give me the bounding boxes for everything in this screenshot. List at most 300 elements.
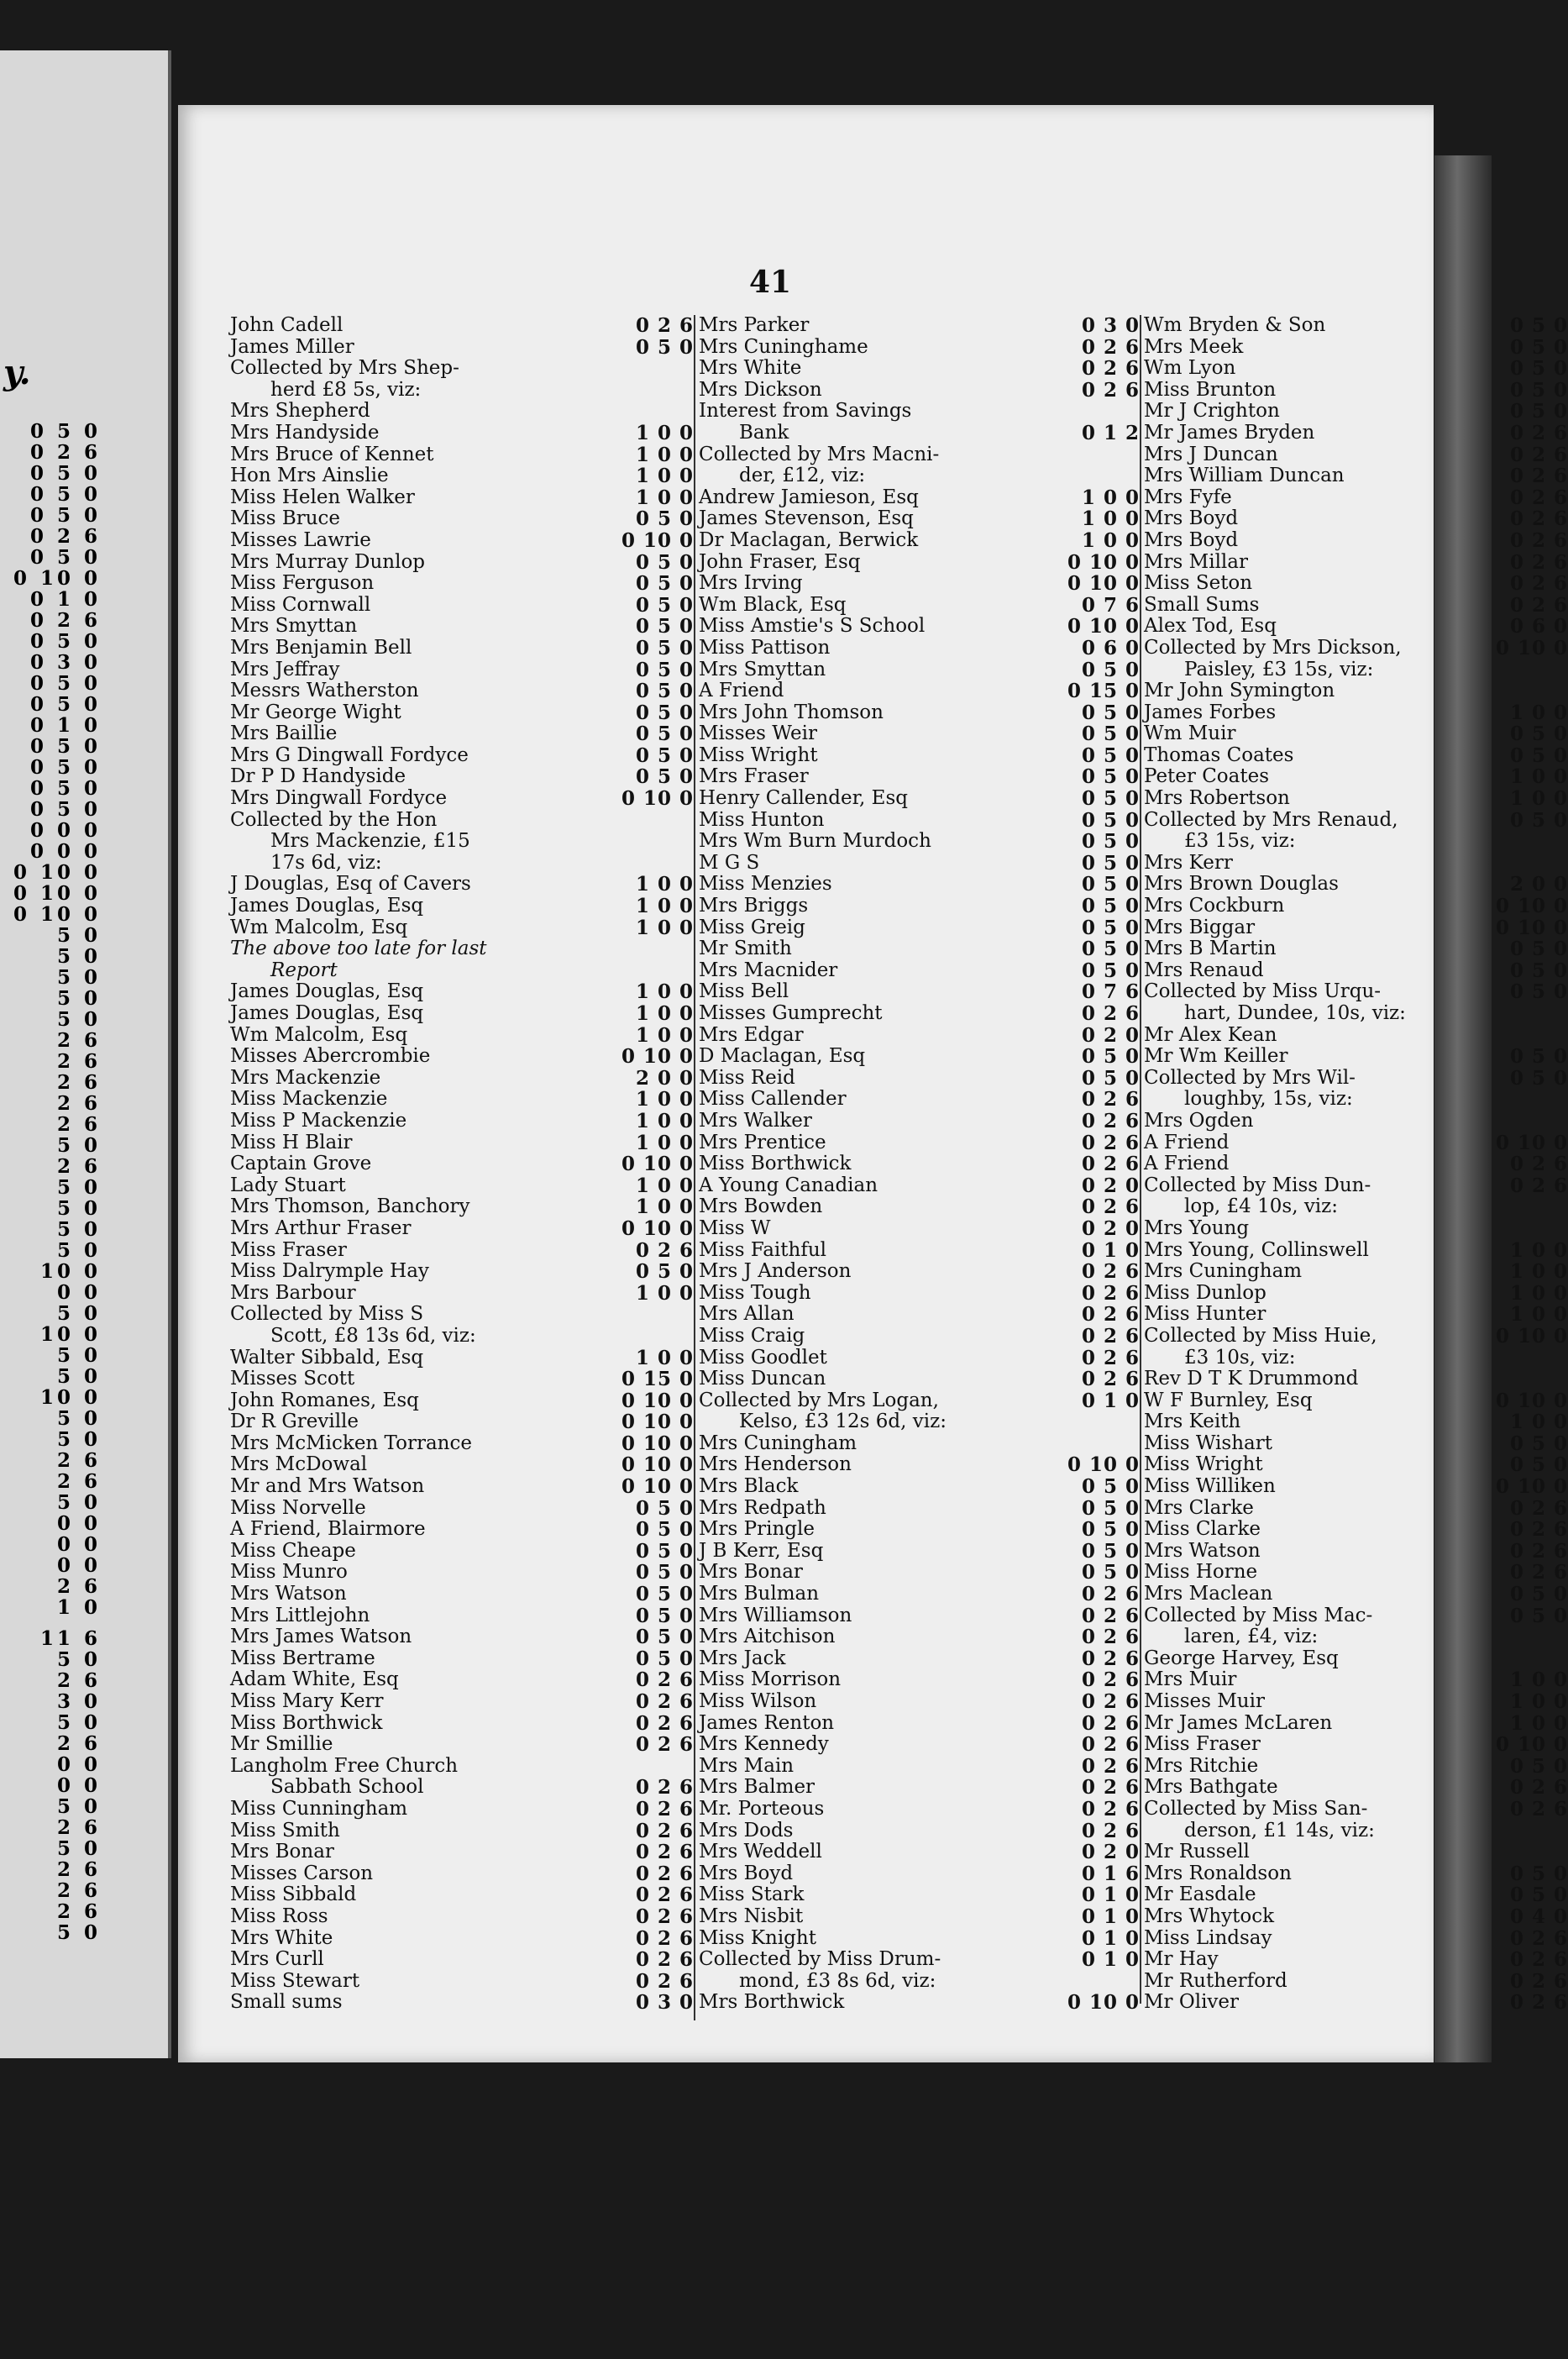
entry-name: Andrew Jamieson, Esq	[699, 486, 919, 508]
entry-name: Mrs Thomson, Banchory	[230, 1195, 470, 1218]
entry-amount: 0 1 6	[1081, 1862, 1140, 1885]
list-item	[1144, 1498, 1568, 1520]
facing-page-amount: 2 6	[56, 1575, 101, 1598]
entry-name: Mrs Allan	[699, 1303, 794, 1326]
facing-page-amount: 2 6	[56, 1029, 101, 1052]
entry-name: James Douglas, Esq	[230, 980, 424, 1003]
list-item	[699, 1153, 1140, 1175]
entry-amount: 1 0 0	[1509, 1303, 1568, 1327]
entry-amount: 0 2 6	[1081, 1324, 1140, 1348]
entry-amount: 0 2 6	[1081, 1647, 1140, 1670]
list-item	[230, 745, 694, 767]
entry-name: Mrs William Duncan	[1144, 465, 1345, 487]
facing-page-amount: 10 0	[39, 1323, 101, 1346]
list-item	[699, 487, 1140, 509]
list-item	[230, 1348, 694, 1369]
entry-amount: 0 5 0	[1509, 400, 1568, 423]
entry-amount: 0 5 0	[1509, 722, 1568, 746]
list-item	[699, 1928, 1140, 1950]
entry-name: Collected by Miss Mac-	[1144, 1604, 1373, 1626]
entry-name: Miss H Blair	[230, 1131, 353, 1153]
list-item	[699, 1326, 1140, 1348]
list-item	[1144, 1841, 1568, 1863]
list-item	[230, 337, 694, 359]
entry-amount: 0 2 6	[1081, 1088, 1140, 1111]
entry-name: herd £8 5s, viz:	[270, 378, 422, 401]
entry-amount	[1047, 444, 1140, 466]
entry-amount	[601, 1756, 694, 1778]
list-item	[1144, 810, 1568, 832]
facing-page-amount: 5 0	[56, 1837, 101, 1860]
entry-amount: 0 2 6	[1509, 593, 1568, 617]
entry-amount: 0 10 0	[1067, 572, 1140, 596]
facing-page-amount: 5 0	[56, 924, 101, 947]
entry-name: Mr George Wight	[230, 701, 401, 723]
list-item	[699, 315, 1140, 337]
facing-page-amount: 0 5 0	[29, 756, 101, 779]
entry-amount: 0 2 6	[635, 1711, 694, 1735]
entry-amount: 0 7 6	[1081, 593, 1140, 617]
facing-page-amount: 5 0	[56, 945, 101, 968]
entry-amount: 0 5 0	[635, 1539, 694, 1563]
list-item	[230, 1928, 694, 1950]
list-item	[1144, 315, 1568, 337]
entry-name: Mrs Bulman	[699, 1583, 820, 1605]
list-item	[230, 1906, 694, 1928]
entry-amount: 0 5 0	[635, 593, 694, 617]
entry-amount: 1 0 0	[635, 1109, 694, 1132]
entry-name: Mrs Bruce of Kennet	[230, 443, 434, 465]
list-item	[230, 315, 694, 337]
list-item	[699, 1841, 1140, 1863]
list-item	[1144, 723, 1568, 745]
entry-amount: 1 0 0	[1081, 528, 1140, 552]
entry-amount: 0 10 0	[621, 1411, 694, 1434]
list-item	[699, 1498, 1140, 1520]
list-item	[699, 938, 1140, 960]
entry-amount: 0 5 0	[1081, 830, 1140, 854]
entry-name: Alex Tod, Esq	[1144, 615, 1277, 638]
entry-name: M G S	[699, 851, 760, 874]
entry-amount: 0 5 0	[635, 335, 694, 359]
entry-name: Miss Craig	[699, 1324, 805, 1347]
entry-amount: 0 5 0	[1509, 1884, 1568, 1907]
entry-name: Mrs Cuningham	[699, 1432, 857, 1454]
entry-name: James Douglas, Esq	[230, 895, 424, 917]
list-item	[1144, 1756, 1568, 1778]
entry-name: Dr Maclagan, Berwick	[699, 528, 919, 551]
list-item	[1144, 1132, 1568, 1154]
entry-name: Miss Hunter	[1144, 1303, 1266, 1326]
entry-amount: 0 2 6	[1081, 1604, 1140, 1627]
entry-amount: 1 0 0	[635, 1002, 694, 1025]
entry-amount	[1047, 1411, 1140, 1433]
entry-amount: 0 2 6	[1509, 486, 1568, 509]
facing-page-amount: 0 0	[56, 1753, 101, 1776]
list-item	[230, 1669, 694, 1691]
facing-page-amount: 0 5 0	[29, 630, 101, 653]
entry-amount: 0 5 0	[635, 507, 694, 531]
entry-name: Mrs Henderson	[699, 1453, 852, 1476]
list-item	[1144, 1003, 1568, 1025]
list-item	[699, 1734, 1140, 1756]
entry-name: Mrs Black	[699, 1475, 799, 1498]
entry-amount: 1 0 0	[635, 916, 694, 939]
facing-page-amount: 5 0	[56, 1197, 101, 1220]
entry-amount: 0 5 0	[1081, 916, 1140, 939]
list-item	[1144, 573, 1568, 595]
facing-page-amount: 0 0	[56, 1554, 101, 1577]
entry-name: Mrs Balmer	[699, 1776, 815, 1799]
list-item	[230, 1626, 694, 1648]
entry-amount: 0 5 0	[1081, 1561, 1140, 1584]
entry-amount: 1 0 0	[635, 1088, 694, 1111]
entry-name: Mrs Dickson	[699, 378, 822, 401]
entry-name: Misses Muir	[1144, 1690, 1265, 1712]
entry-name: Small Sums	[1144, 593, 1260, 616]
entry-name: Mrs Wm Burn Murdoch	[699, 830, 931, 853]
entry-amount: 0 10 0	[621, 1453, 694, 1477]
entry-name: Collected by the Hon	[230, 808, 438, 831]
entry-name: Collected by Mrs Shep-	[230, 357, 459, 380]
list-item	[1144, 595, 1568, 617]
entry-name: Mrs Brown Douglas	[1144, 873, 1339, 896]
list-item	[230, 1218, 694, 1240]
list-item	[699, 1605, 1140, 1627]
list-item	[699, 1089, 1140, 1111]
facing-page-amount: 0 3 0	[29, 651, 101, 674]
entry-name: Miss Morrison	[699, 1668, 842, 1691]
list-item	[1144, 1541, 1568, 1563]
entry-name: Dr R Greville	[230, 1411, 359, 1433]
facing-page-amount: 0 5 0	[29, 693, 101, 716]
entry-name: Mrs Arthur Fraser	[230, 1216, 412, 1239]
entry-amount: 0 5 0	[1081, 658, 1140, 681]
list-item	[699, 465, 1140, 487]
entry-name: £3 10s, viz:	[1184, 1346, 1296, 1369]
entry-name: laren, £4, viz:	[1184, 1626, 1319, 1648]
entry-name: Miss Sibbald	[230, 1884, 357, 1906]
list-item	[699, 1713, 1140, 1735]
facing-page-amount: 5 0	[56, 987, 101, 1010]
facing-page-amount: 2 6	[56, 1449, 101, 1472]
column-2	[699, 314, 1141, 2015]
list-item	[699, 1132, 1140, 1154]
entry-amount: 0 10 0	[1067, 615, 1140, 638]
facing-page-amount: 0 5 0	[29, 735, 101, 758]
entry-name: Mrs Cuningham	[1144, 1260, 1303, 1283]
entry-amount: 0 2 6	[635, 1819, 694, 1842]
list-item	[699, 745, 1140, 767]
entry-name: Mrs Walker	[699, 1109, 812, 1132]
list-item	[230, 573, 694, 595]
entry-name: Mrs Aitchison	[699, 1626, 836, 1648]
entry-name: Mrs Benjamin Bell	[230, 636, 412, 659]
entry-amount	[601, 853, 694, 875]
entry-name: Messrs Watherston	[230, 680, 419, 702]
facing-page-amount: 0 1 0	[29, 714, 101, 737]
entry-name: J Douglas, Esq of Cavers	[230, 873, 471, 896]
list-item	[1144, 1820, 1568, 1842]
list-item	[230, 788, 694, 810]
list-item	[230, 1196, 694, 1218]
entry-amount: 1 0 0	[635, 486, 694, 509]
list-item	[1144, 1884, 1568, 1906]
entry-name: A Young Canadian	[699, 1174, 878, 1196]
list-item	[699, 423, 1140, 444]
list-item	[699, 1411, 1140, 1433]
list-item	[699, 1906, 1140, 1928]
entry-amount: 0 5 0	[1081, 1475, 1140, 1499]
entry-amount	[1047, 1433, 1140, 1455]
entry-amount: 0 2 6	[1081, 1797, 1140, 1820]
entry-amount: 0 2 6	[1081, 1368, 1140, 1391]
list-item	[699, 616, 1140, 638]
entry-amount: 0 5 0	[1509, 335, 1568, 359]
list-item	[699, 981, 1140, 1003]
entry-amount: 1 0 0	[1509, 1411, 1568, 1434]
list-item	[1144, 465, 1568, 487]
entry-name: Thomas Coates	[1144, 743, 1294, 766]
list-item	[1144, 1928, 1568, 1950]
entry-amount: 1 0 0	[635, 1174, 694, 1197]
entry-amount: 0 10 0	[1495, 1131, 1568, 1154]
entry-name: Miss Seton	[1144, 572, 1253, 595]
entry-name: W F Burnley, Esq	[1144, 1389, 1313, 1411]
facing-page-fragment	[0, 50, 171, 2058]
entry-amount: 1 0 0	[1509, 1260, 1568, 1284]
list-item	[230, 1541, 694, 1563]
list-item	[230, 853, 694, 875]
entry-name: Adam White, Esq	[230, 1668, 399, 1691]
list-item	[1144, 1068, 1568, 1090]
entry-name: loughby, 15s, viz:	[1184, 1088, 1353, 1111]
entry-name: Mrs Redpath	[699, 1496, 826, 1519]
entry-name: Mrs Murray Dunlop	[230, 550, 426, 573]
list-item	[699, 1777, 1140, 1799]
entry-amount	[601, 380, 694, 402]
entry-amount: 0 5 0	[1081, 1045, 1140, 1069]
facing-page-amount: 2 6	[56, 1155, 101, 1178]
entry-amount: 0 2 6	[1509, 1797, 1568, 1820]
entry-amount: 0 6 0	[1081, 636, 1140, 659]
entry-amount: 0 2 6	[1509, 1539, 1568, 1563]
list-item	[1144, 1111, 1568, 1132]
entry-name: Mrs James Watson	[230, 1626, 412, 1648]
entry-name: Mr James Bryden	[1144, 421, 1315, 444]
list-item	[1144, 1992, 1568, 2014]
list-item	[699, 1111, 1140, 1132]
entry-amount: 0 5 0	[1081, 1539, 1140, 1563]
entry-amount: 0 1 0	[1081, 1905, 1140, 1928]
list-item	[699, 853, 1140, 875]
entry-amount: 0 2 6	[1081, 335, 1140, 359]
entry-amount	[601, 938, 694, 960]
facing-page-amount: 0 2 6	[29, 525, 101, 548]
entry-amount: 0 5 0	[1509, 743, 1568, 767]
entry-name: Rev D T K Drummond	[1144, 1368, 1359, 1390]
list-item	[699, 896, 1140, 917]
entry-amount: 0 6 0	[1509, 615, 1568, 638]
entry-amount: 0 2 6	[1081, 1733, 1140, 1757]
list-item	[230, 1992, 694, 2014]
list-item	[699, 444, 1140, 466]
entry-name: Miss Wright	[1144, 1453, 1263, 1476]
facing-page-amount: 0 5 0	[29, 420, 101, 443]
entry-amount: 0 5 0	[1509, 1583, 1568, 1606]
entry-name: Collected by Mrs Wil-	[1144, 1066, 1356, 1089]
facing-page-amount: 0 2 6	[29, 609, 101, 632]
list-item	[230, 508, 694, 530]
entry-name: Miss W	[699, 1216, 771, 1239]
list-item	[1144, 1218, 1568, 1240]
entry-amount	[601, 960, 694, 982]
list-item	[699, 960, 1140, 982]
entry-amount: 1 0 0	[1509, 1690, 1568, 1713]
list-item	[699, 638, 1140, 659]
entry-name: Mrs Cuninghame	[699, 335, 868, 358]
entry-name: Mrs Littlejohn	[230, 1604, 370, 1626]
facing-page-amount: 11 6	[39, 1627, 101, 1650]
list-item	[699, 1971, 1140, 1993]
entry-amount: 0 2 6	[1509, 1948, 1568, 1972]
entry-name: Mrs White	[699, 357, 802, 380]
facing-page-amount: 0 10 0	[13, 903, 101, 926]
entry-amount: 0 7 6	[1081, 980, 1140, 1004]
list-item	[699, 1476, 1140, 1498]
entry-amount: 0 5 0	[1509, 1045, 1568, 1069]
list-item	[699, 530, 1140, 552]
list-item	[1144, 1971, 1568, 1993]
list-item	[230, 1756, 694, 1778]
list-item	[1144, 552, 1568, 574]
entry-amount: 0 3 0	[635, 1991, 694, 2015]
entry-name: James Stevenson, Esq	[699, 507, 914, 530]
entry-amount: 0 5 0	[635, 1496, 694, 1520]
list-item	[699, 1519, 1140, 1541]
entry-amount: 0 5 0	[1081, 722, 1140, 746]
entry-name: Mr Oliver	[1144, 1991, 1240, 2014]
entry-amount: 1 0 0	[635, 873, 694, 896]
entry-amount: 0 5 0	[1081, 851, 1140, 875]
facing-page-amount: 2 6	[56, 1732, 101, 1755]
list-item	[1144, 1454, 1568, 1476]
list-item	[699, 1756, 1140, 1778]
entry-name: Collected by Miss Huie,	[1144, 1324, 1377, 1347]
entry-name: Miss Knight	[699, 1926, 816, 1949]
list-item	[230, 1498, 694, 1520]
entry-name: Mrs Borthwick	[699, 1991, 845, 2014]
entry-name: Mrs Irving	[699, 572, 803, 595]
entry-amount: 0 1 0	[1081, 1389, 1140, 1412]
entry-amount: 1 0 0	[1509, 701, 1568, 724]
entry-amount: 0 5 0	[1509, 1862, 1568, 1885]
entry-amount: 0 5 0	[1081, 959, 1140, 982]
entry-amount: 1 0 0	[635, 1281, 694, 1305]
entry-amount: 0 2 6	[1081, 1776, 1140, 1799]
list-item	[699, 1068, 1140, 1090]
list-item	[699, 1584, 1140, 1605]
entry-amount: 1 0 0	[1509, 1711, 1568, 1735]
list-item	[1144, 508, 1568, 530]
facing-page-amount: 2 6	[56, 1900, 101, 1923]
facing-page-amount: 0 0 0	[29, 840, 101, 863]
entry-amount: 0 10 0	[1495, 895, 1568, 918]
list-item	[1144, 487, 1568, 509]
entry-amount: 1 0 0	[1509, 787, 1568, 811]
entry-amount: 0 5 0	[1509, 314, 1568, 337]
entry-name: Mrs Bathgate	[1144, 1776, 1278, 1799]
entry-amount	[601, 831, 694, 853]
list-item	[1144, 401, 1568, 423]
entry-amount: 0 2 6	[635, 1841, 694, 1864]
list-item	[1144, 1799, 1568, 1820]
facing-page-amount: 0 0	[56, 1281, 101, 1304]
list-item	[230, 702, 694, 724]
entry-name: Mr J Crighton	[1144, 400, 1280, 423]
entry-name: Miss Dunlop	[1144, 1281, 1266, 1304]
entry-name: Mrs Parker	[699, 314, 810, 336]
entry-amount: 0 2 6	[1081, 1690, 1140, 1713]
list-item	[699, 1799, 1140, 1820]
entry-name: Mrs Handyside	[230, 421, 380, 444]
entry-amount: 0 2 6	[1081, 1260, 1140, 1284]
entry-name: Mrs Bonar	[699, 1561, 803, 1584]
entry-amount: 0 2 6	[1081, 1195, 1140, 1219]
list-item	[699, 1949, 1140, 1971]
entry-name: Miss Amstie's S School	[699, 615, 926, 638]
facing-page-amount: 5 0	[56, 1491, 101, 1514]
facing-page-amount: 10 0	[39, 1260, 101, 1283]
entry-name: Miss Reid	[699, 1066, 795, 1089]
entry-name: Mrs Young	[1144, 1216, 1250, 1239]
entry-amount: 1 0 0	[1509, 1668, 1568, 1692]
entry-name: Miss Borthwick	[230, 1711, 383, 1734]
entry-name: Mr Smillie	[230, 1733, 333, 1756]
list-item	[230, 487, 694, 509]
entry-amount: 0 5 0	[635, 1626, 694, 1649]
list-item	[230, 1691, 694, 1713]
entry-name: John Romanes, Esq	[230, 1389, 419, 1411]
entry-name: Misses Lawrie	[230, 528, 371, 551]
entry-amount: 1 0 0	[1509, 1238, 1568, 1262]
list-item	[699, 358, 1140, 380]
facing-page-amount: 0 5 0	[29, 483, 101, 506]
entry-amount: 0 5 0	[1081, 765, 1140, 789]
entry-amount	[601, 401, 694, 423]
list-item	[699, 1283, 1140, 1305]
list-item	[230, 1175, 694, 1197]
entry-amount: 1 0 0	[635, 421, 694, 444]
entry-name: Mrs Jack	[699, 1647, 786, 1669]
list-item	[230, 1261, 694, 1283]
entry-amount: 0 5 0	[635, 1260, 694, 1284]
entry-name: Mrs Prentice	[699, 1131, 826, 1153]
entry-amount: 0 5 0	[635, 550, 694, 574]
entry-name: Mr Hay	[1144, 1948, 1219, 1971]
list-item	[230, 423, 694, 444]
entry-name: The above too late for last	[230, 938, 487, 960]
entry-amount: 0 2 6	[1509, 1561, 1568, 1584]
entry-amount: 0 5 0	[1081, 1066, 1140, 1090]
entry-amount: 0 5 0	[635, 1561, 694, 1584]
list-item	[230, 1089, 694, 1111]
entry-name: A Friend	[1144, 1153, 1230, 1175]
list-item	[230, 444, 694, 466]
facing-page-amount: 5 0	[56, 1218, 101, 1241]
list-item	[1144, 616, 1568, 638]
entry-amount: 2 0 0	[1509, 873, 1568, 896]
